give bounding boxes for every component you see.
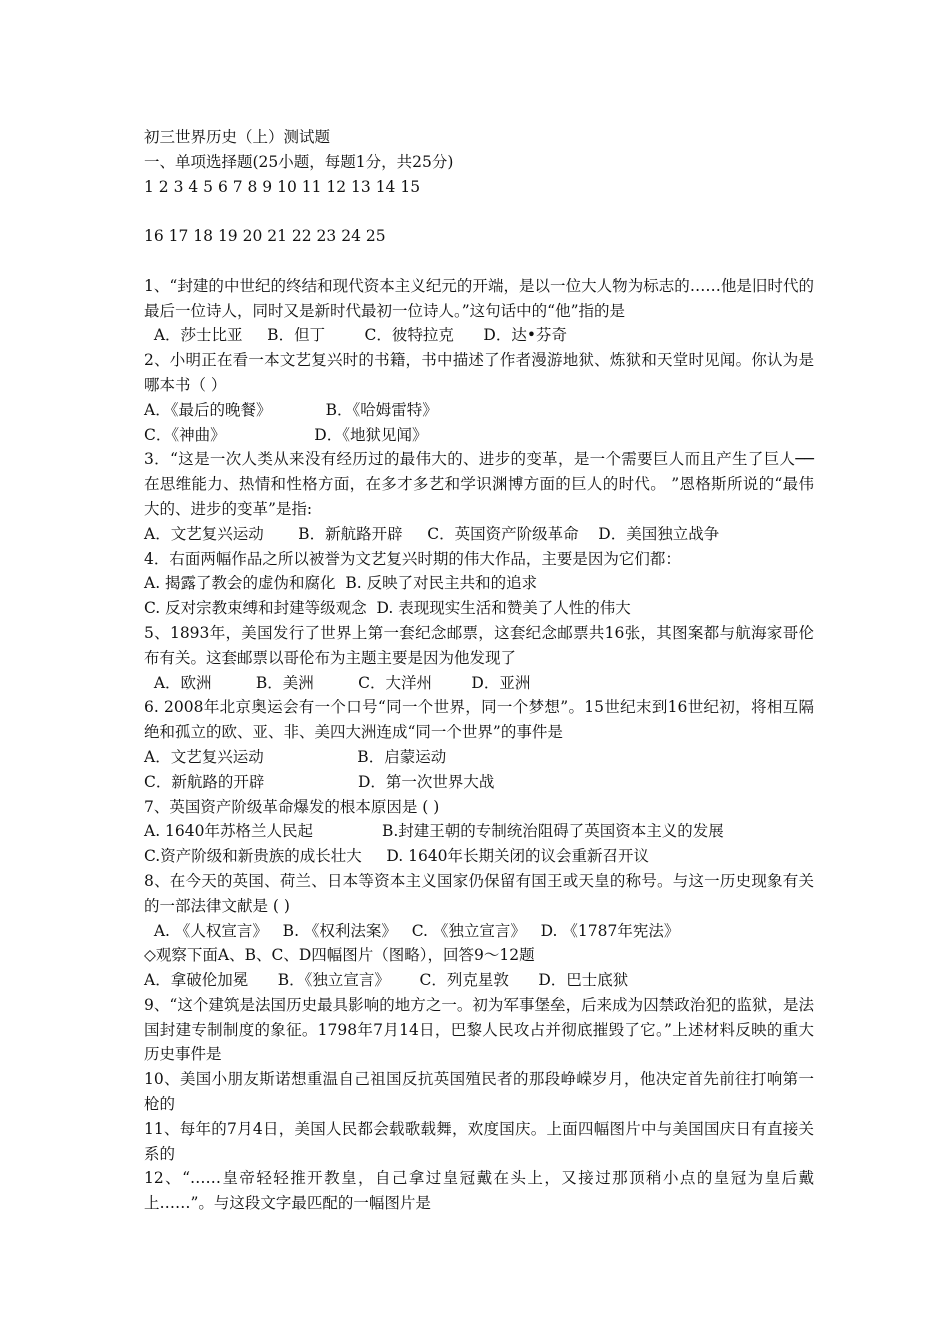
- question-options: A. 1640年苏格兰人民起 B.封建王朝的专制统治阻碍了英国资本主义的发展: [144, 822, 724, 841]
- question-stem: 9、“这个建筑是法国历史最具影响的地方之一。初为军事堡垒，后来成为囚禁政治犯的监狱，是法国封建专制制度的象征。1798年7月14日，巴黎人民攻占并彻底摧毁了它。”上述材料反映的重大历史事件是: [144, 995, 814, 1064]
- question-stem: 1、“封建的中世纪的终结和现代资本主义纪元的开端，是以一位大人物为标志的……他是旧时代的最后一位诗人，同时又是新时代最初一位诗人。”这句话中的“他”指的是: [144, 276, 814, 320]
- question-options: C. 反对宗教束缚和封建等级观念 D. 表现现实生活和赞美了人性的伟大: [144, 599, 631, 618]
- question-options: A. 揭露了教会的虚伪和腐化 B. 反映了对民主共和的追求: [144, 574, 538, 593]
- question-stem: 7、英国资产阶级革命爆发的根本原因是 ( ): [144, 797, 440, 816]
- question-options: A．欧洲 B．美洲 C．大洋州 D．亚洲: [144, 673, 531, 692]
- answer-number-row-2: 16 17 18 19 20 21 22 23 24 25: [144, 227, 386, 246]
- question-options: A．文艺复兴运动 B．启蒙运动: [144, 747, 447, 766]
- question-options: C.资产阶级和新贵族的成长壮大 D. 1640年长期关闭的议会重新召开议: [144, 847, 650, 866]
- question-stem: 4．右面两幅作品之所以被誉为文艺复兴时期的伟大作品，主要是因为它们都：: [144, 549, 681, 568]
- question-stem: 12、“……皇帝轻轻推开教皇，自己拿过皇冠戴在头上，又接过那顶稍小点的皇冠为皇后戴上……”。与这段文字最匹配的一幅图片是: [144, 1169, 814, 1213]
- question-options: C．新航路的开辟 D．第一次世界大战: [144, 772, 495, 791]
- question-options: A．《最后的晚餐》 B．《哈姆雷特》: [144, 400, 438, 419]
- document-body: [144, 125, 814, 1216]
- question-stem: 5、1893年，美国发行了世界上第一套纪念邮票，这套纪念邮票共16张，其图案都与航海家哥伦布有关。这套邮票以哥伦布为主题主要是因为他发现了: [144, 623, 814, 667]
- instruction-line: ◇观察下面A、B、C、D四幅图片（图略），回答9～12题: [144, 946, 535, 965]
- question-stem: 11、每年的7月4日，美国人民都会载歌载舞，欢度国庆。上面四幅图片中与美国国庆日有直接关系的: [144, 1119, 814, 1163]
- question-stem: 2、小明正在看一本文艺复兴时的书籍，书中描述了作者漫游地狱、炼狱和天堂时见闻。你认为是哪本书（ ）: [144, 351, 814, 394]
- question-options: A. 《人权宣言》 B. 《权利法案》 C. 《独立宣言》 D. 《1787年宪法》: [144, 921, 680, 940]
- question-stem: 3．“这是一次人类从来没有经历过的最伟大的、进步的变革，是一个需要巨人而且产生了巨人──在思维能力、热情和性格方面，在多才多艺和学识渊博方面的巨人的时代。 ”恩格斯所说的“最伟大的、进步的变革”是指:: [144, 450, 814, 518]
- question-options: A．文艺复兴运动 B．新航路开辟 C．英国资产阶级革命 D．美国独立战争: [144, 524, 720, 543]
- question-options: A．拿破伦加冕 B．《独立宣言》 C．列克星敦 D．巴士底狱: [144, 971, 629, 990]
- section-heading: 一、单项选择题(25小题，每题1分，共25分): [144, 152, 454, 171]
- question-stem: 6. 2008年北京奥运会有一个口号“同一个世界，同一个梦想”。15世纪末到16世纪初，将相互隔绝和孤立的欧、亚、非、美四大洲连成“同一个世界”的事件是: [144, 698, 814, 742]
- answer-number-row-1: 1 2 3 4 5 6 7 8 9 10 11 12 13 14 15: [144, 177, 421, 196]
- question-stem: 8、在今天的英国、荷兰、日本等资本主义国家仍保留有国王或天皇的称号。与这一历史现象有关的一部法律文献是 ( ): [144, 871, 814, 915]
- document-title: 初三世界历史（上）测试题: [144, 128, 331, 146]
- spacer: [144, 199, 814, 224]
- question-options: C．《神曲》 D．《地狱见闻》: [144, 425, 428, 444]
- question-stem: 10、美国小朋友斯诺想重温自己祖国反抗英国殖民者的那段峥嵘岁月，他决定首先前往打响第一枪的: [144, 1070, 814, 1114]
- spacer: [144, 249, 814, 274]
- question-options: A．莎士比亚 B．但丁 C．彼特拉克 D．达•芬奇: [144, 326, 567, 345]
